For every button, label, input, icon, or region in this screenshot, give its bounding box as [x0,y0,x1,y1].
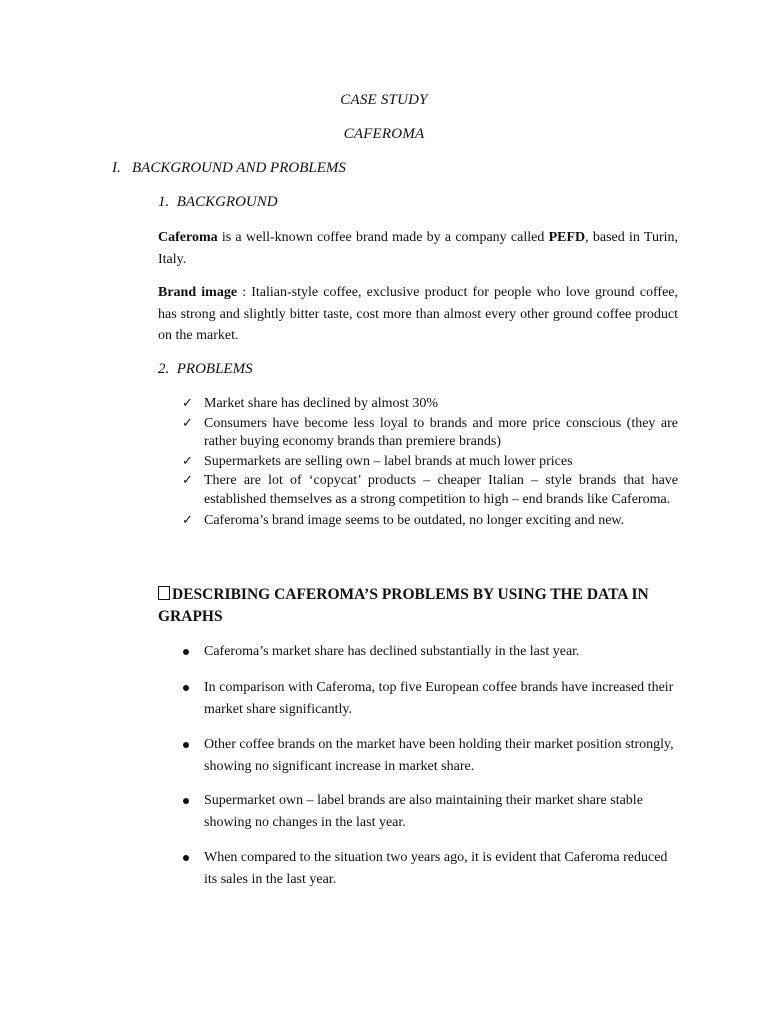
graph-point-list [182,734,678,778]
bullet-icon [183,855,189,861]
graphs-section-heading: DESCRIBING CAFEROMA’S PROBLEMS BY USING THE DATA IN GRAPHS [158,586,649,625]
list-item: Other coffee brands on the market have been holding their market position strongly, showing no significant increase in market share. [182,734,678,778]
section-heading-background-problems: I. BACKGROUND AND PROBLEMS [112,160,346,176]
paragraph-brand-image [158,282,678,347]
checkmark-icon: ✓ [182,473,193,488]
subheading-background: 1. BACKGROUND [158,194,278,210]
list-item: ✓ Market share has declined by almost 30% [182,395,678,414]
bold-pefd: PEFD [548,230,586,245]
list-item: ✓ There are lot of ‘copycat’ products – cheaper Italian – style brands that have established themselves as a strong competition to high – end brands like Caferoma. [182,473,678,507]
problems-checklist [182,395,678,533]
document-title: CASE STUDY [340,92,428,108]
para-2-text: : Italian-style coffee, exclusive product for people who love ground coffee, has strong and slightly bitter taste, cost more than almost every other ground coffee product on the market. [158,285,678,343]
document-subtitle: CAFEROMA [343,126,425,142]
checkmark-icon: ✓ [182,453,193,469]
paragraph-caferoma-intro [158,227,678,270]
bullet-icon [183,649,189,655]
list-item: ✓ Consumers have become less loyal to brands and more price conscious (they are rather buying economy brands than premiere brands) [182,415,678,449]
graph-point-list [182,847,678,891]
bold-brand-image: Brand image [158,285,238,300]
checkmark-icon: ✓ [182,415,193,431]
bullet-icon [183,685,189,691]
bullet-icon [183,798,189,804]
subheading-problems: 2. PROBLEMS [158,361,253,377]
graph-point-list [182,790,678,834]
list-item: Supermarket own – label brands are also maintaining their market share stable showing no changes in the last year. [182,790,678,834]
para-1-text: is a well-known coffee brand made by a company called [217,230,549,245]
graph-point-list [182,641,678,663]
checkmark-icon: ✓ [182,396,193,411]
checkmark-icon: ✓ [182,513,193,528]
list-item: In comparison with Caferoma, top five European coffee brands have increased their market share significantly. [182,677,678,721]
list-item: Caferoma’s market share has declined substantially in the last year. [182,641,678,663]
bold-caferoma: Caferoma [158,230,218,245]
list-item: ✓ Caferoma’s brand image seems to be outdated, no longer exciting and new. [182,510,678,532]
checkbox-square-icon [158,586,170,600]
graph-point-list [182,677,678,721]
list-item: When compared to the situation two years ago, it is evident that Caferoma reduced its sales in the last year. [182,847,678,891]
list-item: ✓ Supermarkets are selling own – label brands at much lower prices [182,453,678,472]
bullet-icon [183,742,189,748]
para-1-end: , based in Turin, Italy. [158,230,678,267]
